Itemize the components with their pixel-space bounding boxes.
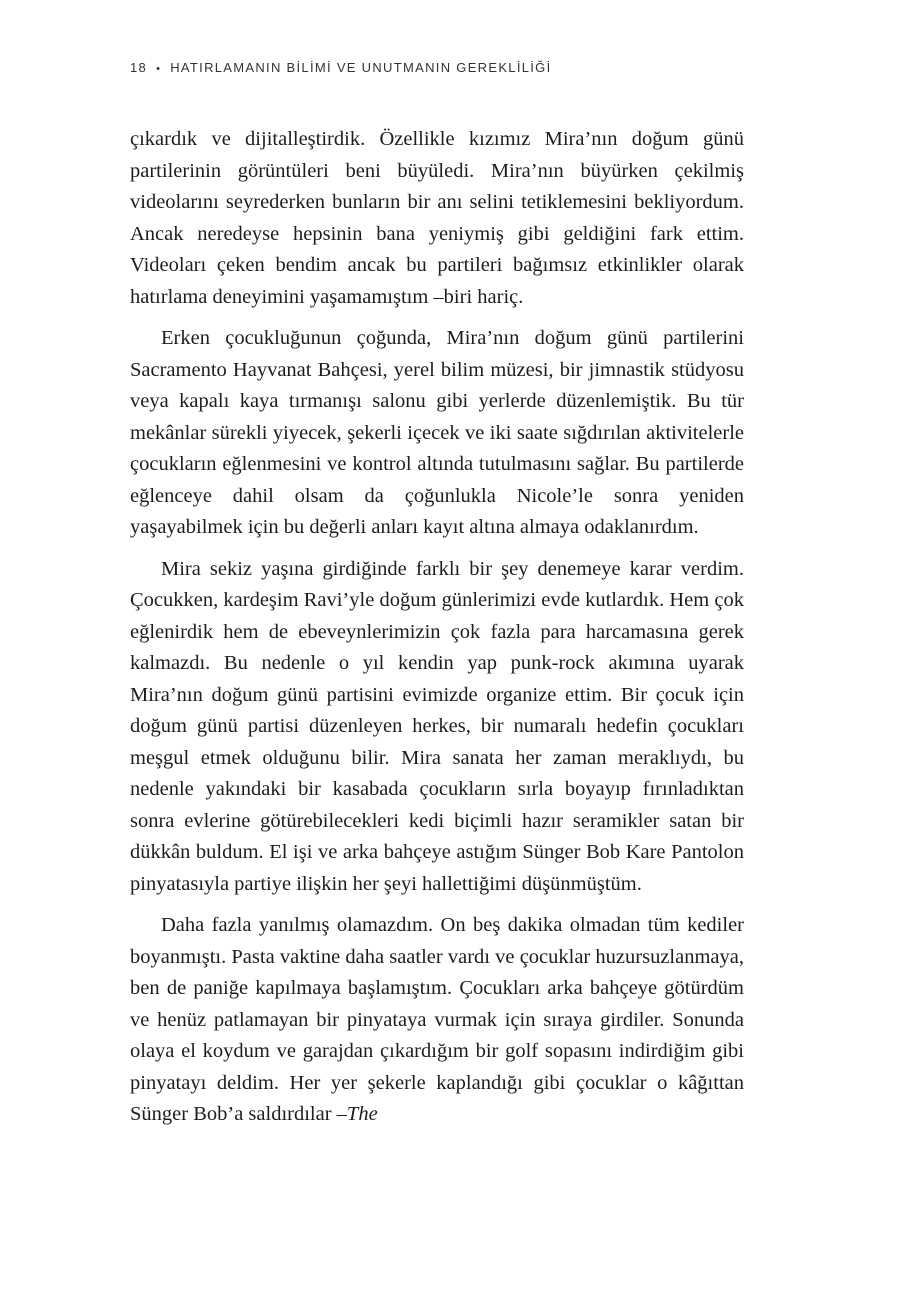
- paragraph-2: Erken çocukluğunun çoğunda, Mira’nın doğum günü partilerini Sacramento Hayvanat Bahçesi, yerel bilim müzesi, bir jimnastik stüdyosu veya kapalı kaya tırmanışı salonu gibi yerlerde düzenlemiştik. Bu tür mekânlar sürekli yiyecek, şekerli içecek ve iki saate sığdırılan aktivitelerle çocukların eğlenmesini ve kontrol altında tutulmasını sağlar. Bu partilerde eğlenceye dahil olsam da çoğunlukla Nicole’le sonra yeniden yaşayabilmek için bu değerli anları kayıt altına almaya odaklanırdım.: [130, 327, 744, 538]
- header-separator: •: [156, 63, 162, 75]
- paragraph-4-text: Daha fazla yanılmış olamazdım. On beş dakika olmadan tüm kediler boyanmıştı. Pasta vaktine daha saatler vardı ve çocuklar huzursuzlanmaya, ben de paniğe kapılmaya başlamıştım. Çocukları arka bahçeye götürdüm ve henüz patlamayan bir pinyataya vurmak için sıraya girdiler. Sonunda olaya el koydum ve garajdan çıkardığım bir golf sopasını indirdiğim gibi pinyatayı deldim. Her yer şekerle kaplandığı gibi çocuklar o kâğıttan Sünger Bob’a saldırdılar –: [130, 914, 744, 1125]
- body-text: [130, 124, 744, 1131]
- running-header: [130, 60, 552, 75]
- paragraph-3: Mira sekiz yaşına girdiğinde farklı bir şey denemeye karar verdim. Çocukken, kardeşim Ravi’yle doğum günlerimizi evde kutlardık. Hem çok eğlenirdik hem de ebeveynlerimizin çok fazla para harcamasına gerek kalmazdı. Bu nedenle o yıl kendin yap punk-rock akımına uyarak Mira’nın doğum günü partisini evimizde organize ettim. Bir çocuk için doğum günü partisi düzenleyen herkes, bir numaralı hedefin çocukları meşgul etmek olduğunu bilir. Mira sanata her zaman meraklıydı, bu nedenle yakındaki bir kasabada çocukların sırla boyayıp fırınladıktan sonra evlerine götürebilecekleri kedi biçimli hazır seramikler satan bir dükkân buldum. El işi ve arka bahçeye astığım Sünger Bob Kare Pantolon pinyatasıyla partiye ilişkin her şeyi hallettiğimi düşünmüştüm.: [130, 557, 744, 895]
- page-number: 18: [130, 60, 148, 75]
- italic-continuation: The: [346, 1103, 378, 1125]
- paragraph-4: [130, 910, 744, 1131]
- running-title: HATIRLAMANIN BİLİMİ VE UNUTMANIN GEREKLİLİĞİ: [170, 60, 552, 75]
- paragraph-1: çıkardık ve dijitalleştirdik. Özellikle kızımız Mira’nın doğum günü partilerinin görüntüleri beni büyüledi. Mira’nın büyürken çekilmiş videolarını seyrederken bunların bir anı selini tetiklemesini bekliyordum. Ancak neredeyse hepsinin bana yeniymiş gibi geldiğini fark ettim. Videoları çeken bendim ancak bu partileri bağımsız etkinlikler olarak hatırlama deneyimini yaşamamıştım –biri hariç.: [130, 128, 744, 308]
